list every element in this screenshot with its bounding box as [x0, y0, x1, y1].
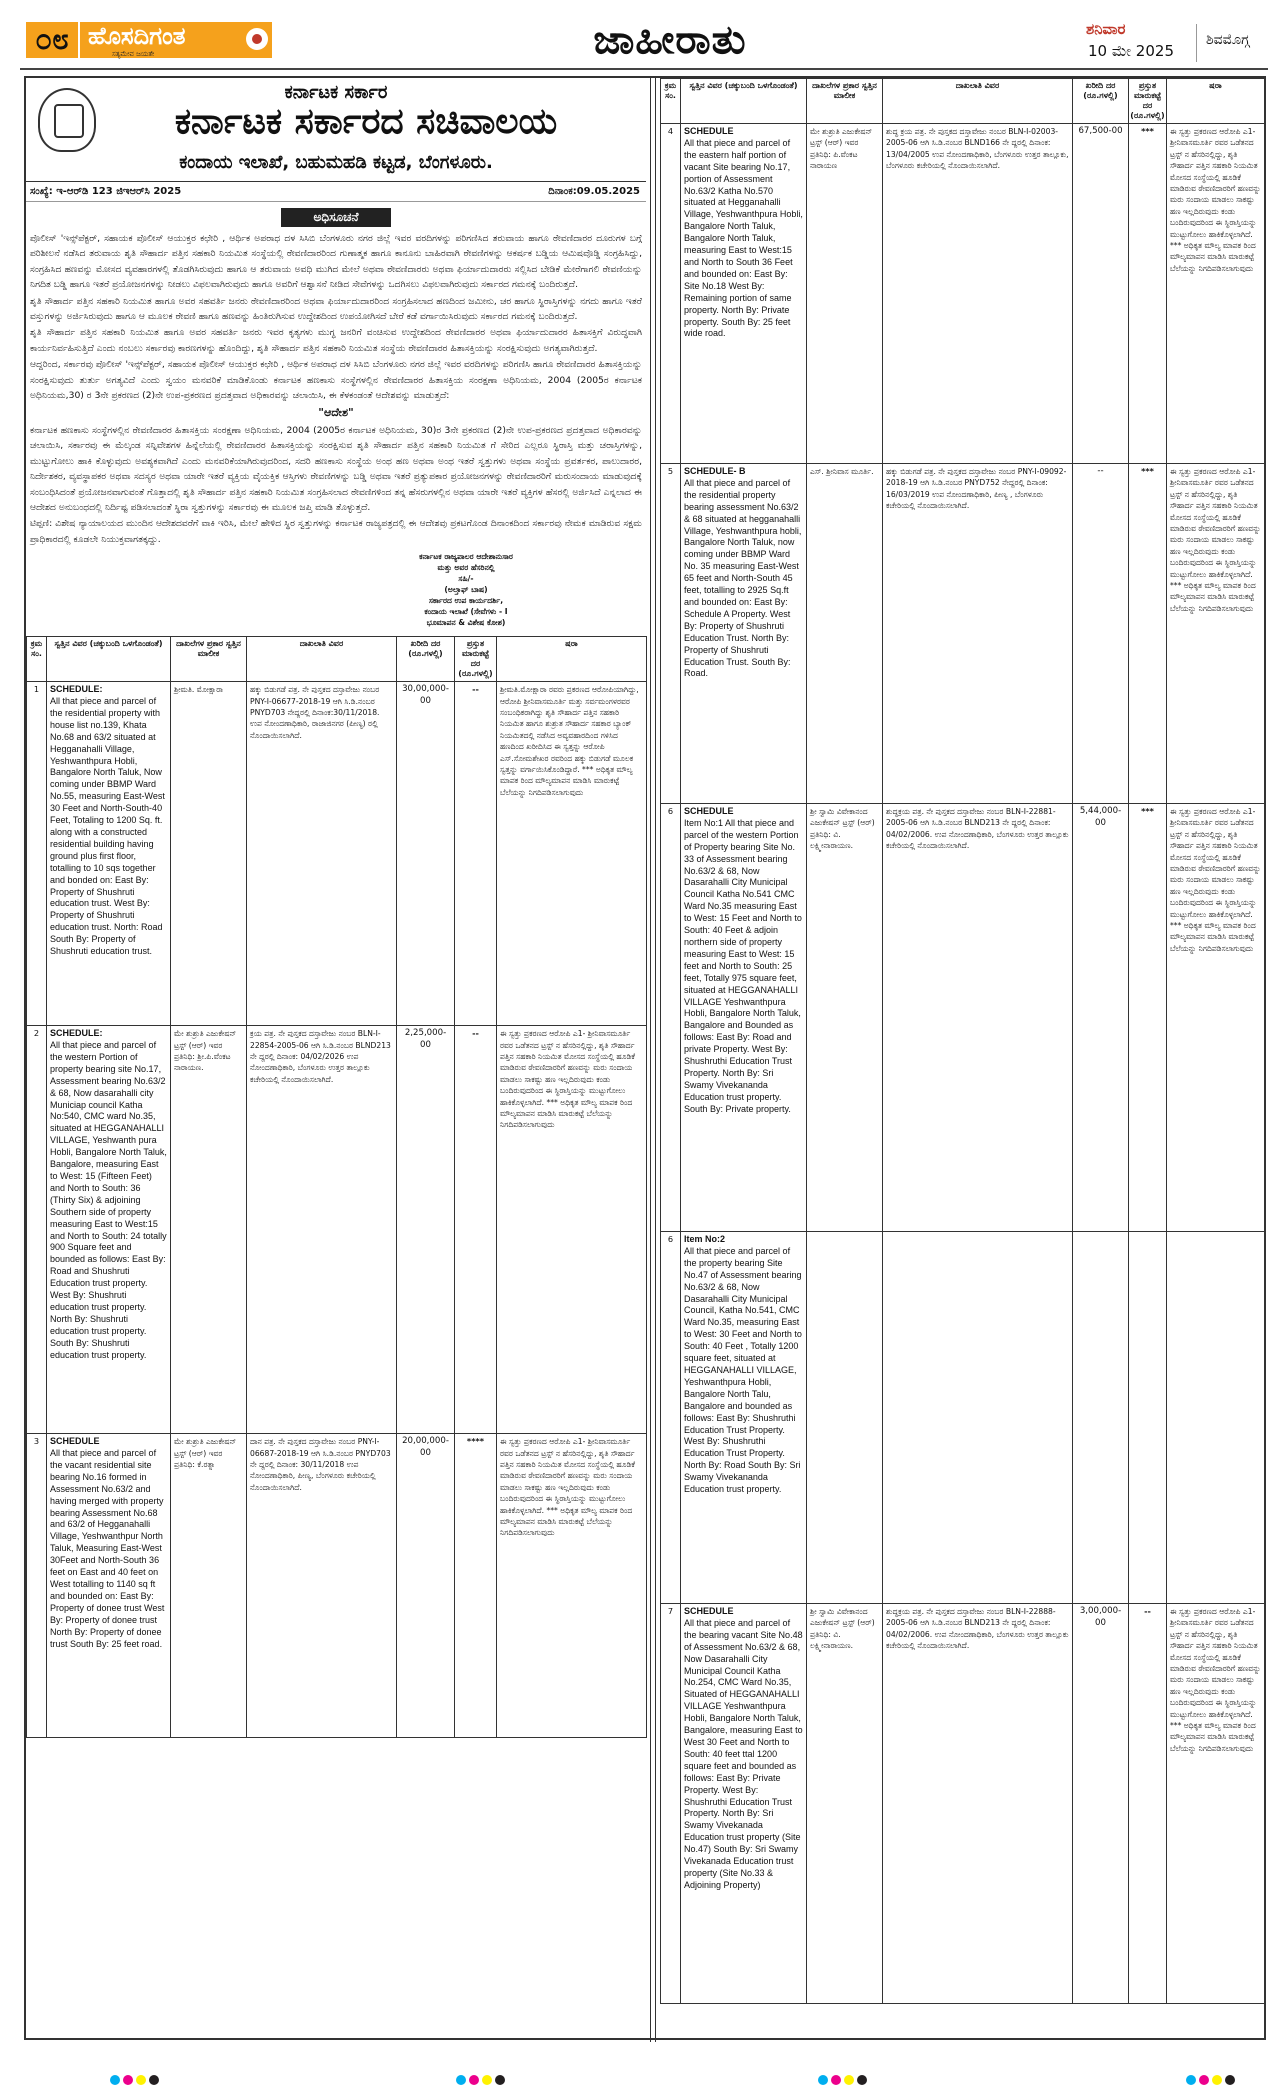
cyan-dot — [818, 2075, 828, 2085]
masthead-rule — [20, 68, 1268, 70]
schedule-heading: SCHEDULE — [684, 806, 734, 816]
serial-cell: 7 — [661, 1604, 681, 2004]
signature-line: ಕರ್ನಾಟಕ ರಾಜ್ಯಪಾಲರ ಆದೇಶಾನುಸಾರ — [419, 552, 513, 562]
right-column — [660, 78, 1264, 2004]
owner-cell — [807, 1232, 883, 1604]
column-header: ಪ್ರಸ್ತುತ ಮಾರುಕಟ್ಟೆ ದರ (ರೂ.ಗಳಲ್ಲಿ) — [455, 637, 497, 682]
table-header-row — [27, 637, 647, 682]
signature-line: ಸಹಿ/- — [458, 574, 474, 584]
schedule-text: All that piece and parcel of the property bearing Site No.47 of Assessment bearing No.63/2 & 68, Now Dasarahalli City Municipal Council, Katha No.541, CMC Ward No.35, measuring East to West: 30 Feet and North to South: 40 Feet , Totally 1200 square feet, situated at HEGGANAHALLI VILLAGE, Yeshwanthpura Hobli, Bangalore North Talu, Bangalore and bounded as follows: East By: Shushruthi Education Trust Property. West By: Shushruthi Education Trust Property. North By: Road South By: Sri Swamy Vivekananda Education trust property. — [684, 1245, 802, 1495]
yellow-dot — [844, 2075, 854, 2085]
schedule-text: Item No:1 All that piece and parcel of the western Portion of Property bearing Site No. 33 of Assessment bearing No.63/2 & 68, Now Dasarahalli City Municipal Council Katha No.541 CMC Ward No.35 measuring East to West: 15 Feet and North to South: 40 Feet & adjoin northern side of property measuring East to West: 15 feet and North to South: 25 feet, Totally 975 square feet, situated at HEGGANAHALLI VILLAGE Yeshwanthpura Hobli, Bangalore North Taluk, Bangalore and Bounded as follows: East By: Road and private Property. West By: Shushruthi Education Trust Property. North By: Sri Swamy Vivekananda Education trust property. South By: Private property. — [684, 817, 802, 1114]
paragraph: ಶೃತಿ ಸೌಹಾರ್ದ ಪತ್ತಿನ ಸಹಕಾರಿ ನಿಯಮಿತ ಹಾಗೂ ಅವರ ಸಹವರ್ತಿ ಜನರು ಇವರ ಕೃತ್ಯಗಳು ಮುಗ್ಧ ಜನರಿಗೆ ವಂಚಿಸುವ ಉದ್ದೇಶದಿಂದ ಠೇವಣಿದಾರರ ಅಥವಾ ಫಿರ್ಯಾದುದಾರರ ಹಿತಾಸಕ್ತಿಗೆ ವಿರುದ್ಧವಾಗಿ ಕಾರ್ಯನಿರ್ವಹಿಸುತ್ತಿದೆ ಎಂದು ನಂಬಲು ಸರ್ಕಾರವು ಕಾರಣಗಳನ್ನು ಹೊಂದಿದ್ದು, ಶೃತಿ ಸೌಹಾರ್ದ ಪತ್ತಿನ ಸಹಕಾರಿ ನಿಯಮಿತ ಸಂಸ್ಥೆಯ ಠೇವಣಿದಾರರ ಹಿತಾಸಕ್ತಿಯನ್ನು ಸಂರಕ್ಷಿಸುವುದು ಅಗತ್ಯವಾಗಿರುತ್ತದೆ. — [30, 327, 642, 354]
signature-line: (ಅಲ್ತಾಫ್ ಬಾಷ) — [444, 585, 488, 595]
notice-body — [26, 231, 646, 547]
column-header: ದಾಖಲೆಗಳ ಪ್ರಕಾರ ಸ್ವತ್ತಿನ ಮಾಲೀಕ — [807, 79, 883, 124]
document-cell: ಕ್ರಯ ಪತ್ರ. ನೇ ಪುಸ್ತಕದ ದಸ್ತಾವೇಜು ನಂಬರ BLN-I-22854-2005-06 ಆಗಿ ಸಿ.ಡಿ.ನಂಬರ BLND213 ನೇ ದ್ದರಲ್ಲಿ ದಿನಾಂಕ: 04/02/2026 ಉಪ ನೋಂದಣಾಧಿಕಾರಿ, ಬೆಂಗಳೂರು ಉತ್ತರ ತಾಲ್ಲೂಕು ಕಚೇರಿಯಲ್ಲಿ ನೊಂದಾಯಿಸಲಾಗಿದೆ. — [247, 1026, 397, 1434]
schedule-text: All that piece and parcel of the vacant residential site bearing No.16 formed in Assessment No.63/2 and having merged with property bearing Assessment No.68 and 63/2 of Hegganahalli Village, Yeshwanthpur North Taluk, Measuring East-West 30Feet and North-South 36 feet on East and 40 feet on West totalling to 1140 sq ft and bounded on: East By: Property of donee trust West By: Property of donee trust North By: Property of donee trust South By: 25 feet road. — [50, 1448, 165, 1649]
market-value-cell: -- — [1129, 1604, 1167, 2004]
market-value-cell: *** — [1129, 804, 1167, 1232]
column-header: ಷರಾ — [1167, 79, 1265, 124]
signature-line: ಭೂಮಾಪನ & ವಿಶೇಷ ಕೋಶ) — [426, 618, 506, 628]
remarks-cell: ಶ್ರೀಮತಿ.ಮೋಕ್ಷಾರಾ ರವರು ಪ್ರಕರಣದ ಆರೋಪಿಯಾಗಿದ್ದು, ಆರೋಪಿ ಶ್ರೀನಿವಾಸಮೂರ್ತಿ ಮತ್ತು ಸರ್ವಮಂಗಳರವರ ಸಂಬಂಧಿಕರಾಗಿದ್ದು ಶೃತಿ ಸೌಹಾರ್ದ ಪತ್ತಿನ ಸಹಕಾರಿ ನಿಯಮಿತ ಹಾಗೂ ಶುಶ್ರುತ ಸೌಹಾರ್ದ ಸಹಕಾರ ಬ್ಯಾಂಕ್ ನಿಯಮಿತದಲ್ಲಿ ನಡೆಸಿದ ಅವ್ಯವಹಾರದಿಂದ ಗಳಿಸಿದ ಹಣದಿಂದ ಖರೀದಿಸಿದ ಈ ಸ್ವತ್ತನ್ನು ಆರೋಪಿ ಎಸ್.ಸೋಮಶೇಖರ ರವರಿಂದ ಹಕ್ಕು ಬಿಡುಗಡೆ ಮೂಲಕ ಸ್ವತ್ತನ್ನು ವರ್ಗಾಯಿಸಿಕೊಂಡಿದ್ದಾರೆ. *** ಅಧಿಕೃತ ಮೌಲ್ಯ ಮಾಪಕ ರಿಂದ ಮೌಲ್ಯಮಾಪನ ಮಾಡಿಸಿ ಮಾರುಕಟ್ಟೆ ಬೆಲೆಯನ್ನು ನಿಗದಿಪಡಿಸಲಾಗುವುದು — [497, 682, 647, 1026]
remarks-cell: ಈ ಸ್ವತ್ತು ಪ್ರಕರಣದ ಆರೋಪಿ ಎ1- ಶ್ರೀನಿವಾಸಮೂರ್ತಿ ರವರ ಒಡೆತನದ ಟ್ರಸ್ಟ್ ನ ಹೆಸರಿನಲ್ಲಿದ್ದು, ಶೃತಿ ಸೌಹಾರ್ದ ಪತ್ತಿನ ಸಹಕಾರಿ ನಿಯಮಿತ ಮೋಸದ ಸಂಸ್ಥೆಯಲ್ಲಿ ಹೂಡಿಕೆ ಮಾಡಿರುವ ಠೇವಣಿದಾರರಿಗೆ ಹಣವನ್ನು ಮರು ಸಂದಾಯ ಮಾಡಲು ಸಾಕಷ್ಟು ಹಣ ಇಲ್ಲದಿರುವುದು ಕಂಡು ಬಂದಿರುವುದರಿಂದ ಈ ಸ್ಥಿರಾಸ್ತಿಯನ್ನು ಮುಟ್ಟುಗೋಲು ಹಾಕಿಕೊಳ್ಳಲಾಗಿದೆ. *** ಅಧಿಕೃತ ಮೌಲ್ಯ ಮಾಪಕ ರಿಂದ ಮೌಲ್ಯಮಾಪನ ಮಾಡಿಸಿ ಮಾರುಕಟ್ಟೆ ಬೆಲೆಯನ್ನು ನಿಗದಿಪಡಿಸಲಾಗುವುದು — [1167, 124, 1265, 464]
column-header: ಷರಾ — [497, 637, 647, 682]
schedule-cell — [681, 1232, 807, 1604]
schedule-cell — [681, 804, 807, 1232]
schedule-text: All that piece and parcel of the residential property bearing assessment No.63/2 & 68 situated at hegganahalli Village, Yeshwanthpura hobli, Bangalore North Taluk, now coming under BBMP Ward No. 35 measuring East-West 65 feet and North-South 45 feet, totalling to 2925 Sq.ft and bounded on: East By: Schedule A Property. West By: Property of Shushruti Education Trust. North By: Property of Shushruti Education Trust. South By: Road. — [684, 477, 802, 679]
schedule-text: All that piece and parcel of the eastern half portion of vacant Site bearing No.17, portion of Assessment No.63/2 Katha No.570 situated at Hegganahalli Village, Yeshwanthpura Hobli, Bangalore North Taluk, Bangalore North Taluk, measuring East to West:15 and North to South 36 Feet and bounded on: East By: Site No.18 West By: Remaining portion of same property. North By: Private property. South By: 25 feet wide road. — [684, 137, 803, 339]
price-cell: 20,00,000-00 — [397, 1434, 455, 1738]
schedule-heading: SCHEDULE — [50, 1436, 100, 1447]
cyan-dot — [110, 2075, 120, 2085]
market-value-cell: -- — [455, 682, 497, 1026]
price-cell: 5,44,000-00 — [1073, 804, 1129, 1232]
serial-cell: 6 — [661, 1232, 681, 1604]
document-cell: ಹಕ್ಕು ಬಿಡುಗಡೆ ಪತ್ರ. ನೇ ಪುಸ್ತಕದ ದಸ್ತಾವೇಜು ನಂಬರ PNY-I-06677-2018-19 ಆಗಿ ಸಿ.ಡಿ.ನಂಬರ PNYD703 ನೇದ್ದರಲ್ಲಿ ದಿನಾಂಕ:30/11/2018. ಉಪ ನೋಂದಣಾಧಿಕಾರಿ, ರಾಜಾಜಿನಗರ (ಪೀಣ್ಯ) ರಲ್ಲಿ ನೊಂದಾಯಿಸಲಾಗಿದೆ. — [247, 682, 397, 1026]
cyan-dot — [456, 2075, 466, 2085]
price-cell — [1073, 1232, 1129, 1604]
market-value-cell: -- — [455, 1026, 497, 1434]
table-row — [661, 1604, 1265, 2004]
column-header: ಕ್ರಮ ಸಂ. — [27, 637, 47, 682]
registration-marks — [110, 2070, 170, 2080]
column-header: ಸ್ವತ್ತಿನ ವಿವರ (ಚಕ್ಕುಬಂದಿ ಒಳಗೊಂಡಂತೆ) — [47, 637, 171, 682]
paragraph: ಕರ್ನಾಟಕ ಹಣಕಾಸು ಸಂಸ್ಥೆಗಳಲ್ಲಿನ ಠೇವಣಿದಾರರ ಹಿತಾಸಕ್ತಿಯ ಸಂರಕ್ಷಣಾ ಅಧಿನಿಯಮ, 2004 (2005ರ ಕರ್ನಾಟಕ ಅಧಿನಿಯಮ, 30)ರ 3ನೇ ಪ್ರಕರಣದ (2)ನೇ ಉಪ-ಪ್ರಕರಣದ ಪ್ರದತ್ತವಾದ ಅಧಿಕಾರವನ್ನು ಚಲಾಯಿಸಿ, ಸರ್ಕಾರವು ಈ ಮೆಲ್ಕಂಡ ಸನ್ನಿವೇಶಗಳ ಹಿನ್ನೆಲೆಯಲ್ಲಿ ಠೇವಣಿದಾರರ ಹಿತಾಸಕ್ತಿಯನ್ನು ಸಂರಕ್ಷಿಸುವ ಶೃತಿ ಸೌಹಾರ್ದ ಪತ್ತಿನ ಸಹಕಾರಿ ನಿಯಮಿತ ಗೆ ಸೇರಿದ ಎಲ್ಲರೂ ಸ್ಥಿರಾಸ್ತಿ ಮತ್ತು ಚರಾಸ್ತಿಗಳನ್ನು, ಮುಟ್ಟುಗೋಲು ಹಾಕಿ ಕೊಳ್ಳುವುದು ಅವಶ್ಯಕವಾಗಿದೆ ಎಂದು ಮನವರಿಕೆಯಾಗಿರುವುದರಿಂದ, ಸದರಿ ಹಣಕಾಸು ಸಂಸ್ಥೆಯ ಅಂಥ ಹಣ ಅಥವಾ ಅಂಥ ಇತರೆ ಸ್ವತ್ತುಗಳು ಅಥವಾ ಸಂಸ್ಥೆಯ ಪ್ರವರ್ತಕರ, ಪಾಲುದಾರರ, ನಿರ್ದೇಶಕರ, ವ್ಯವಸ್ಥಾಪಕರ ಅಥವಾ ಸದಸ್ಯರ ಅಥವಾ ಯಾರೇ ಇತರೆ ವ್ಯಕ್ತಿಯ ವೈಯಕ್ತಿಕ ಆಸ್ತಿಗಳು ಠೇವಣಿಗಳನ್ನು ಬಡ್ಡಿ ಅಥವಾ ಇತರೆ ಪ್ರತ್ಯುಪಕಾರ ಪ್ರಯೋಜನಗಳನ್ನು ಠೇವಣಿದಾರರಿಗೆ ಮರುಸಂದಾಯ ಮಾಡುವುದಕ್ಕೆ ಸಂಬಂಧಿಸಿದಂತೆ ಪ್ರಯೋಜನವಾಗುವಂತೆ ಗೊತ್ತಾದಲ್ಲಿ ಶೃತಿ ಸೌಹಾರ್ದ ಪತ್ತಿನ ಸಹಕಾರಿ ನಿಯಮಿತ ಸಂಗ್ರಹಿಸಲಾದ ಠೇವಣಿಗಳಿಂದ ತನ್ನ ಹೆಸರುಗಳಲ್ಲಿನ ಅಥವಾ ಯಾರೇ ಇತರೆ ವ್ಯಕ್ತಿಗಳ ಹೆಸರಲ್ಲಿ ಅರ್ಜಿಸಿದೆ ಎನ್ನಲಾದ ಈ ಆದೇಶದ ಅನುಬಂಧದಲ್ಲಿ ನಿರ್ದಿಷ್ಟ ಪಡಿಸಲಾದಂತೆ ಸ್ಥಿರಾ ಸ್ವತ್ತುಗಳನ್ನು ಸರ್ಕಾರವು ಈ ಮೂಲಕ ಜಪ್ತಿ ಮಾಡಿ ತೊಳ್ಳುತ್ತದೆ. — [30, 424, 642, 513]
page-number: ೦೮ — [26, 22, 78, 58]
schedule-heading: SCHEDULE — [684, 126, 734, 136]
remarks-cell: ಈ ಸ್ವತ್ತು ಪ್ರಕರಣದ ಆರೋಪಿ ಎ1- ಶ್ರೀನಿವಾಸಮೂರ್ತಿ ರವರ ಒಡೆತನದ ಟ್ರಸ್ಟ್ ನ ಹೆಸರಿನಲ್ಲಿದ್ದು, ಶೃತಿ ಸೌಹಾರ್ದ ಪತ್ತಿನ ಸಹಕಾರಿ ನಿಯಮಿತ ಮೋಸದ ಸಂಸ್ಥೆಯಲ್ಲಿ ಹೂಡಿಕೆ ಮಾಡಿರುವ ಠೇವಣಿದಾರರಿಗೆ ಹಣವನ್ನು ಮರು ಸಂದಾಯ ಮಾಡಲು ಸಾಕಷ್ಟು ಹಣ ಇಲ್ಲದಿರುವುದು ಕಂಡು ಬಂದಿರುವುದರಿಂದ ಈ ಸ್ಥಿರಾಸ್ತಿಯನ್ನು ಮುಟ್ಟುಗೋಲು ಹಾಕಿಕೊಳ್ಳಲಾಗಿದೆ. *** ಅಧಿಕೃತ ಮೌಲ್ಯ ಮಾಪಕ ರಿಂದ ಮೌಲ್ಯಮಾಪನ ಮಾಡಿಸಿ ಮಾರುಕಟ್ಟೆ ಬೆಲೆಯನ್ನು ನಿಗದಿಪಡಿಸಲಾಗುವುದು — [1167, 1604, 1265, 2004]
notice-date: ದಿನಾಂಕ:09.05.2025 — [548, 186, 640, 197]
column-header: ಖರೀದಿ ದರ (ರೂ.ಗಳಲ್ಲಿ) — [397, 637, 455, 682]
yellow-dot — [1212, 2075, 1222, 2085]
table-row — [661, 1232, 1265, 1604]
black-dot — [1225, 2075, 1235, 2085]
property-table-left — [26, 636, 647, 1738]
issue-day: ಶನಿವಾರ — [1086, 20, 1126, 38]
order-title: "ಆದೇಶ" — [318, 406, 354, 420]
masthead — [0, 0, 1287, 72]
price-cell: 30,00,000-00 — [397, 682, 455, 1026]
column-divider — [650, 76, 656, 2042]
serial-cell: 3 — [27, 1434, 47, 1738]
document-cell: ಶುದ್ಧಕ್ರಯ ಪತ್ರ. ನೇ ಪುಸ್ತಕದ ದಸ್ತಾವೇಜು ನಂಬರ BLN-I-22881-2005-06 ಆಗಿ ಸಿ.ಡಿ.ನಂಬರ BLND213 ನೇ ದ್ದರಲ್ಲಿ ದಿನಾಂಕ: 04/02/2006. ಉಪ ನೋಂದಣಾಧಿಕಾರಿ, ಬೆಂಗಳೂರು ಉತ್ತರ ತಾಲ್ಲೂಕು ಕಚೇರಿಯಲ್ಲಿ ನೊಂದಾಯಿಸಲಾಗಿದೆ. — [883, 804, 1073, 1232]
table-header-row — [661, 79, 1265, 124]
owner-cell: ಮೇ ಶುಶ್ರುತಿ ಎಜುಕೇಷನ್ ಟ್ರಸ್ಟ್ (ಆರ್) ಇವರ ಪ್ರತಿನಿಧಿ: ಕೆ.ರತ್ನಾ — [171, 1434, 247, 1738]
reference-line — [26, 182, 646, 202]
remarks-cell: ಈ ಸ್ವತ್ತು ಪ್ರಕರಣದ ಆರೋಪಿ ಎ1- ಶ್ರೀನಿವಾಸಮೂರ್ತಿ ರವರ ಒಡೆತನದ ಟ್ರಸ್ಟ್ ನ ಹೆಸರಿನಲ್ಲಿದ್ದು, ಶೃತಿ ಸೌಹಾರ್ದ ಪತ್ತಿನ ಸಹಕಾರಿ ನಿಯಮಿತ ಮೋಸದ ಸಂಸ್ಥೆಯಲ್ಲಿ ಹೂಡಿಕೆ ಮಾಡಿರುವ ಠೇವಣಿದಾರರಿಗೆ ಹಣವನ್ನು ಮರು ಸಂದಾಯ ಮಾಡಲು ಸಾಕಷ್ಟು ಹಣ ಇಲ್ಲದಿರುವುದು ಕಂಡು ಬಂದಿರುವುದರಿಂದ ಈ ಸ್ಥಿರಾಸ್ತಿಯನ್ನು ಮುಟ್ಟುಗೋಲು ಹಾಕಿಕೊಳ್ಳಲಾಗಿದೆ. *** ಅಧಿಕೃತ ಮೌಲ್ಯ ಮಾಪಕ ರಿಂದ ಮೌಲ್ಯಮಾಪನ ಮಾಡಿಸಿ ಮಾರುಕಟ್ಟೆ ಬೆಲೆಯನ್ನು ನಿಗದಿಪಡಿಸಲಾಗುವುದು — [1167, 804, 1265, 1232]
table-row — [27, 1434, 647, 1738]
remarks-cell: ಈ ಸ್ವತ್ತು ಪ್ರಕರಣದ ಆರೋಪಿ ಎ1- ಶ್ರೀನಿವಾಸಮೂರ್ತಿ ರವರ ಒಡೆತನದ ಟ್ರಸ್ಟ್ ನ ಹೆಸರಿನಲ್ಲಿದ್ದು, ಶೃತಿ ಸೌಹಾರ್ದ ಪತ್ತಿನ ಸಹಕಾರಿ ನಿಯಮಿತ ಮೋಸದ ಸಂಸ್ಥೆಯಲ್ಲಿ ಹೂಡಿಕೆ ಮಾಡಿರುವ ಠೇವಣಿದಾರರಿಗೆ ಹಣವನ್ನು ಮರು ಸಂದಾಯ ಮಾಡಲು ಸಾಕಷ್ಟು ಹಣ ಇಲ್ಲದಿರುವುದು ಕಂಡು ಬಂದಿರುವುದರಿಂದ ಈ ಸ್ಥಿರಾಸ್ತಿಯನ್ನು ಮುಟ್ಟುಗೋಲು ಹಾಕಿಕೊಳ್ಳಲಾಗಿದೆ. *** ಅಧಿಕೃತ ಮೌಲ್ಯ ಮಾಪಕ ರಿಂದ ಮೌಲ್ಯಮಾಪನ ಮಾಡಿಸಿ ಮಾರುಕಟ್ಟೆ ಬೆಲೆಯನ್ನು ನಿಗದಿಪಡಿಸಲಾಗುವುದು — [497, 1434, 647, 1738]
schedule-cell — [681, 124, 807, 464]
table-row — [661, 804, 1265, 1232]
owner-cell: ಶ್ರೀ ಸ್ವಾಮಿ ವಿವೇಕಾನಂದ ಎಜುಕೇಷನ್ ಟ್ರಸ್ಟ್ (ಆರ್) ಪ್ರತಿನಿಧಿ: ವಿ. ಲಕ್ಷ್ಮೀನಾರಾಯಣ. — [807, 804, 883, 1232]
signature-block — [356, 551, 576, 628]
document-cell: ದಾನ ಪತ್ರ. ನೇ ಪುಸ್ತಕದ ದಸ್ತಾವೇಜು ನಂಬರ PNY-I-06687-2018-19 ಆಗಿ ಸಿ.ಡಿ.ನಂಬರ PNYD703 ನೇ ದ್ದರಲ್ಲಿ ದಿನಾಂಕ: 30/11/2018 ಉಪ ನೋಂದಣಾಧಿಕಾರಿ, ಪೀಣ್ಯ, ಬೆಂಗಳೂರು ಕಚೇರಿಯಲ್ಲಿ ನೊಂದಾಯಿಸಲಾಗಿದೆ. — [247, 1434, 397, 1738]
column-header: ಕ್ರಮ ಸಂ. — [661, 79, 681, 124]
owner-cell: ಮೇ ಶುಶ್ರುತಿ ಎಜುಕೇಷನ್ ಟ್ರಸ್ಟ್ (ಆರ್) ಇವರ ಪ್ರತಿನಿಧಿ: ಪಿ.ವೆಂಕಟ ನಾರಾಯಣ — [807, 124, 883, 464]
registration-marks — [818, 2070, 878, 2080]
table-row — [27, 682, 647, 1026]
column-header: ಸ್ವತ್ತಿನ ವಿವರ (ಚಕ್ಕುಬಂದಿ ಒಳಗೊಂಡಂತೆ) — [681, 79, 807, 124]
government-header — [26, 78, 646, 182]
remarks-cell: ಈ ಸ್ವತ್ತು ಪ್ರಕರಣದ ಆರೋಪಿ ಎ1- ಶ್ರೀನಿವಾಸಮೂರ್ತಿ ರವರ ಒಡೆತನದ ಟ್ರಸ್ಟ್ ನ ಹೆಸರಿನಲ್ಲಿದ್ದು, ಶೃತಿ ಸೌಹಾರ್ದ ಪತ್ತಿನ ಸಹಕಾರಿ ನಿಯಮಿತ ಮೋಸದ ಸಂಸ್ಥೆಯಲ್ಲಿ ಹೂಡಿಕೆ ಮಾಡಿರುವ ಠೇವಣಿದಾರರಿಗೆ ಹಣವನ್ನು ಮರು ಸಂದಾಯ ಮಾಡಲು ಸಾಕಷ್ಟು ಹಣ ಇಲ್ಲದಿರುವುದು ಕಂಡು ಬಂದಿರುವುದರಿಂದ ಈ ಸ್ಥಿರಾಸ್ತಿಯನ್ನು ಮುಟ್ಟುಗೋಲು ಹಾಕಿಕೊಳ್ಳಲಾಗಿದೆ. *** ಅಧಿಕೃತ ಮೌಲ್ಯ ಮಾಪಕ ರಿಂದ ಮೌಲ್ಯಮಾಪನ ಮಾಡಿಸಿ ಮಾರುಕಟ್ಟೆ ಬೆಲೆಯನ್ನು ನಿಗದಿಪಡಿಸಲಾಗುವುದು — [497, 1026, 647, 1434]
left-column — [26, 78, 646, 1738]
price-cell: -- — [1073, 464, 1129, 804]
black-dot — [149, 2075, 159, 2085]
black-dot — [857, 2075, 867, 2085]
gov-line-3: ಕಂದಾಯ ಇಲಾಖೆ, ಬಹುಮಹಡಿ ಕಟ್ಟಡ, ಬೆಂಗಳೂರು. — [179, 152, 493, 173]
brand-tagline: ಸತ್ಯಮೇವ ಜಯತೇ — [112, 50, 155, 58]
price-cell: 67,500-00 — [1073, 124, 1129, 464]
owner-cell: ಎಸ್. ಶ್ರೀನಿವಾಸ ಮೂರ್ತಿ. — [807, 464, 883, 804]
yellow-dot — [136, 2075, 146, 2085]
document-cell — [883, 1232, 1073, 1604]
schedule-cell — [681, 1604, 807, 2004]
remarks-cell: ಈ ಸ್ವತ್ತು ಪ್ರಕರಣದ ಆರೋಪಿ ಎ1- ಶ್ರೀನಿವಾಸಮೂರ್ತಿ ರವರ ಒಡೆತನದ ಟ್ರಸ್ಟ್ ನ ಹೆಸರಿನಲ್ಲಿದ್ದು, ಶೃತಿ ಸೌಹಾರ್ದ ಪತ್ತಿನ ಸಹಕಾರಿ ನಿಯಮಿತ ಮೋಸದ ಸಂಸ್ಥೆಯಲ್ಲಿ ಹೂಡಿಕೆ ಮಾಡಿರುವ ಠೇವಣಿದಾರರಿಗೆ ಹಣವನ್ನು ಮರು ಸಂದಾಯ ಮಾಡಲು ಸಾಕಷ್ಟು ಹಣ ಇಲ್ಲದಿರುವುದು ಕಂಡು ಬಂದಿರುವುದರಿಂದ ಈ ಸ್ಥಿರಾಸ್ತಿಯನ್ನು ಮುಟ್ಟುಗೋಲು ಹಾಕಿಕೊಳ್ಳಲಾಗಿದೆ. *** ಅಧಿಕೃತ ಮೌಲ್ಯ ಮಾಪಕ ರಿಂದ ಮೌಲ್ಯಮಾಪನ ಮಾಡಿಸಿ ಮಾರುಕಟ್ಟೆ ಬೆಲೆಯನ್ನು ನಿಗದಿಪಡಿಸಲಾಗುವುದು — [1167, 464, 1265, 804]
registration-marks — [1186, 2070, 1246, 2080]
column-header: ಪ್ರಸ್ತುತ ಮಾರುಕಟ್ಟೆ ದರ (ರೂ.ಗಳಲ್ಲಿ) — [1129, 79, 1167, 124]
signature-line: ಮತ್ತು ಅವರ ಹೆಸರಿನಲ್ಲಿ — [437, 563, 495, 573]
column-header: ದಾಖಲಾತಿ ವಿವರ — [883, 79, 1073, 124]
schedule-text: All that piece and parcel of the residential property with house list no.139, Khata No.68 and 63/2 situated at Hegganahalli Village, Yeshwanthpura Hobli, Bangalore North Taluk, Now coming under BBMP Ward No.55, measuring East-West 30 Feet and North-South-40 Feet, Totaling to 1200 Sq. ft. along with a constructed residential building having ground plus first floor, totalling to 10 sqs together and bonded on: East By: Property of Shushruti education trust. West By: Property of Shushruti education trust. North: Road South By: Property of Shushruti education trust. — [50, 696, 165, 957]
schedule-cell — [47, 682, 171, 1026]
price-cell: 2,25,000-00 — [397, 1026, 455, 1434]
magenta-dot — [1199, 2075, 1209, 2085]
section-title: ಜಾಹೀರಾತು — [593, 16, 747, 63]
schedule-heading: SCHEDULE: — [50, 1028, 103, 1039]
document-cell: ಶುದ್ಧಕ್ರಯ ಪತ್ರ. ನೇ ಪುಸ್ತಕದ ದಸ್ತಾವೇಜು ನಂಬರ BLN-I-22888-2005-06 ಆಗಿ ಸಿ.ಡಿ.ನಂಬರ BLND213 ನೇ ದ್ದರಲ್ಲಿ ದಿನಾಂಕ: 04/02/2006. ಉಪ ನೋಂದಣಾಧಿಕಾರಿ, ಬೆಂಗಳೂರು ಉತ್ತರ ತಾಲ್ಲೂಕು ಕಚೇರಿಯಲ್ಲಿ ನೊಂದಾಯಿಸಲಾಗಿದೆ. — [883, 1604, 1073, 2004]
paragraph: ಆದ್ದರಿಂದ, ಸರ್ಕಾರವು ಪೊಲೀಸ್ 'ಇನ್ಸ್‌ಪೆಕ್ಟರ್, ಸಹಾಯಕ ಪೊಲೀಸ್ ಆಯುಕ್ತರ ಕಛೇರಿ , ಆರ್ಥಿಕ ಅಪರಾಧ ದಳ ಸಿಸಿಬಿ ಬೆಂಗಳೂರು ನಗರ ಜಿಲ್ಲೆ ಇವರ ವರದಿಗಳನ್ನು ಪರಿಗಣಿಸಿ ಹಾಗೂ ಠೇವಣಿದಾರರ ಹಿತಾಸಕ್ತಿಯನ್ನು ಸಂರಕ್ಷಿಸುವುದು ತುರ್ತು ಅಗತ್ಯವಿದೆ ಎಂದು ಸ್ವಯಂ ಮನವರಿಕೆ ಮಾಡಿಕೊಂಡು ಕರ್ನಾಟಕ ಹಣಕಾಸು ಸಂಸ್ಥೆಗಳಲ್ಲಿನ ಠೇವಣಿದಾರರ ಹಿತಾಸಕ್ತಿಯ ಸಂರಕ್ಷಣಾ ಅಧಿನಿಯಮ, 2004 (2005ರ ಕರ್ನಾಟಕ ಅಧಿನಿಯಮ,30) ರ 3ನೇ ಪ್ರಕರಣದ (2)ನೇ ಉಪ-ಪ್ರಕರಣದ ಪ್ರದತ್ತವಾದ ಅಧಿಕಾರವನ್ನು ಚಲಾಯಿಸಿ, ಈ ಕೆಳಕಂಡಂತೆ ಆದೇಶವನ್ನು ಮಾಡುತ್ತದೆ: — [30, 359, 642, 402]
owner-cell: ಶ್ರೀಮತಿ. ಮೋಕ್ಷಾರಾ — [171, 682, 247, 1026]
serial-cell: 1 — [27, 682, 47, 1026]
issue-date: 10 ಮೇ 2025 — [1088, 42, 1174, 60]
serial-cell: 6 — [661, 804, 681, 1232]
magenta-dot — [831, 2075, 841, 2085]
remarks-cell — [1167, 1232, 1265, 1604]
market-value-cell: **** — [455, 1434, 497, 1738]
schedule-heading: SCHEDULE — [684, 1606, 734, 1616]
schedule-cell — [47, 1434, 171, 1738]
edition-city: ಶಿವಮೊಗ್ಗ — [1206, 32, 1250, 48]
table-row — [661, 464, 1265, 804]
paragraph: ಶೃತಿ ಸೌಹಾರ್ದ ಪತ್ತಿನ ಸಹಕಾರಿ ನಿಯಮಿತ ಹಾಗೂ ಅವರ ಸಹವರ್ತಿ ಜನರು ಠೇವಣಿದಾರರಿಂದ ಅಥವಾ ಫಿರ್ಯಾದುದಾರರಿಂದ ಸಂಗ್ರಹಿಸಲಾದ ಹಣದಿಂದ ಜಮೀನು, ಚರ ಹಾಗೂ ಸ್ಥಿರಾಸ್ತಿಗಳನ್ನು ನಗದು ಹಾಗೂ ಇತರೆ ವಸ್ತುಗಳನ್ನು ಅರ್ಜಿಸಿರುವುದು ಹಾಗೂ ಆ ಮೂಲಕ ಠೇವಣಿ ಹಾಗೂ ಹಣವನ್ನು ಹಿಂತಿರುಗಿಸುವ ಉದ್ದೇಶದಿಂದ ಉಪಯೋಗಿಸದೆ ಬೇರೆ ಕಡೆ ವರ್ಗಾಯಿಸಿರುವುದು ಸರ್ಕಾರದ ಗಮನಕ್ಕೆ ಬಂದಿರುತ್ತದೆ. — [30, 295, 642, 323]
property-table-right — [660, 78, 1265, 2004]
registration-marks — [456, 2070, 516, 2080]
column-header: ಖರೀದಿ ದರ (ರೂ.ಗಳಲ್ಲಿ) — [1073, 79, 1129, 124]
market-value-cell: *** — [1129, 464, 1167, 804]
cyan-dot — [1186, 2075, 1196, 2085]
serial-cell: 5 — [661, 464, 681, 804]
magenta-dot — [469, 2075, 479, 2085]
schedule-cell — [681, 464, 807, 804]
column-header: ದಾಖಲಾತಿ ವಿವರ — [247, 637, 397, 682]
serial-cell: 2 — [27, 1026, 47, 1434]
note-paragraph: ಟಿಪ್ಪಣಿ: ವಿಶೇಷ ನ್ಯಾಯಾಲಯದ ಮುಂದಿನ ಆದೇಶದವರೆಗೆ ವಾಕಿ ಇರಿಸಿ, ಮೇಲೆ ಹೇಳಿದ ಸ್ಥಿರ ಸ್ವತ್ತುಗಳನ್ನು ಕರ್ನಾಟಕ ರಾಜ್ಯಪತ್ರದಲ್ಲಿ ಈ ಆದೇಶವು ಪ್ರಕಟಗೊಂಡ ದಿನಾಂಕದಿಂದ ಸರ್ಕಾರವು ನೇಮಕ ಮಾಡಿರುವ ಸಕ್ಷಮ ಪ್ರಾಧಿಕಾರದಲ್ಲಿ ಕೂಡಲೇ ನಿಯುಕ್ತವಾಗತಕ್ಕದ್ದು. — [30, 518, 642, 545]
table-row — [661, 124, 1265, 464]
schedule-text: All that piece and parcel of the western Portion of property bearing site No.17, Assessment bearing No.63/2 & 68, Now dasarahalli city Municiap council Katha No:540, CMC ward No.35, situated at HEGGANAHALLI VILLAGE, Yeshwanth pura Hobli, Bangalore North Taluk, Bangalore, measuring East to West: 15 (Fifteen Feet) and North to South: 36 (Thirty Six) & adjoining Southern side of property measuring East to West:15 and North to South: 24 totally 900 Square feet and bounded as follows: East By: Road and Shushruti Education trust property. West By: Shushruti education trust property. North By: Shushruti education trust property. South By: Shushruti education trust property. — [50, 1040, 167, 1360]
yellow-dot — [482, 2075, 492, 2085]
market-value-cell: *** — [1129, 124, 1167, 464]
notification-title: ಅಧಿಸೂಚನೆ — [281, 208, 391, 227]
magenta-dot — [123, 2075, 133, 2085]
table-row — [27, 1026, 647, 1434]
owner-cell: ಮೇ ಶುಶ್ರುತಿ ಎಜುಕೇಷನ್ ಟ್ರಸ್ಟ್ (ಆರ್) ಇವರ ಪ್ರತಿನಿಧಿ: ಶ್ರೀ.ಪಿ.ವೆಂಕಟ ನಾರಾಯಣ. — [171, 1026, 247, 1434]
column-header: ದಾಖಲೆಗಳ ಪ್ರಕಾರ ಸ್ವತ್ತಿನ ಮಾಲೀಕ — [171, 637, 247, 682]
schedule-heading: Item No:2 — [684, 1234, 726, 1244]
signature-line: ಸರ್ಕಾರದ ಉಪ ಕಾರ್ಯದರ್ಶಿ, — [428, 596, 504, 606]
reference-number: ಸಂಖ್ಯೆ: ಇ-ಆರ್‌ಡಿ 123 ಜಿಇಆರ್‌ಸಿ 2025 — [30, 186, 182, 197]
price-cell: 3,00,000-00 — [1073, 1604, 1129, 2004]
newspaper-brand: ಹೊಸದಿಗಂತ — [80, 22, 272, 58]
gov-line-2: ಕರ್ನಾಟಕ ಸರ್ಕಾರದ ಸಚಿವಾಲಯ — [174, 100, 558, 142]
schedule-heading: SCHEDULE- B — [684, 466, 746, 476]
brand-logo-icon — [246, 28, 268, 50]
owner-cell: ಶ್ರೀ ಸ್ವಾಮಿ ವಿವೇಕಾನಂದ ಎಜುಕೇಷನ್ ಟ್ರಸ್ಟ್ (ಆರ್) ಪ್ರತಿನಿಧಿ: ವಿ. ಲಕ್ಷ್ಮೀನಾರಾಯಣ. — [807, 1604, 883, 2004]
market-value-cell — [1129, 1232, 1167, 1604]
serial-cell: 4 — [661, 124, 681, 464]
masthead-divider — [1196, 24, 1197, 62]
gov-line-1: ಕರ್ನಾಟಕ ಸರ್ಕಾರ — [284, 82, 388, 103]
paragraph: ಪೊಲೀಸ್ 'ಇನ್ಸ್‌ಪೆಕ್ಟರ್, ಸಹಾಯಕ ಪೊಲೀಸ್ ಆಯುಕ್ತರ ಕಛೇರಿ , ಆರ್ಥಿಕ ಅಪರಾಧ ದಳ ಸಿಸಿಬಿ ಬೆಂಗಳೂರು ನಗರ ಜಿಲ್ಲೆ ಇವರ ವರದಿಗಳನ್ನು ಪರಿಗಣಿಸಿದ ತರುವಾಯ ಹಾಗೂ ಠೇವಣಿದಾರರ ದೂರುಗಳ ಬಗ್ಗೆ ಪರಿಶೀಲನೆ ನಡೆಸಿದ ತರುವಾಯ ಶೃತಿ ಸೌಹಾರ್ದ ಪತ್ತಿನ ಸಹಕಾರಿ ನಿಯಮಿತ ಸಂಸ್ಥೆಯಲ್ಲಿ ಠೇವಣಿದಾರರಿಂದ ಗುಣಾತ್ಮಕ ಹಾಗೂ ಕಾನೂನು ಬಾಹಿರವಾಗಿ ಠೇವಣಿಗಳನ್ನು ಆಕರ್ಷಕ ಬಡ್ಡಿಯ ಆಮಿಷವೊಡ್ಡಿ ಸಂಗ್ರಹಿಸಿದ್ದು, ಸಂಗ್ರಹಿಸಿದ ಹಣವನ್ನು ಮೋಸದ ವ್ಯವಹಾರಗಳಲ್ಲಿ ತೊಡಗಿಸಿರುವುದು ಹಾಗೂ ಆ ತರುವಾಯ ಅವಧಿ ಮುಗಿದ ಮೇಲೆ ಅಥವಾ ಠೇವಣಿದಾರರು ಅಥವಾ ಫಿರ್ಯಾದುದಾರರು ಸಲ್ಲಿಸಿದ ಬೇಡಿಕೆ ಮೇರೆಗಾಗಲಿ ಠೇವಣಿಯನ್ನು ನಿಗದಿತ ಬಡ್ಡಿ ಹಾಗೂ ಇತರೆ ಪ್ರಯೋಜನಗಳನ್ನು ನೀಡಲು ವಿಫಲವಾಗಿರುವುದು ಹಾಗೂ ಅವರಿಗೆ ಆಶ್ವಾಸನೆ ನೀಡಿದ ಸೇವೆಗಳನ್ನು ಒದಗಿಸಲು ವಿಫಲವಾಗಿರುವುದು ಸರ್ಕಾರದ ಗಮನಕ್ಕೆ ಬಂದಿರುತ್ತದೆ. — [30, 233, 642, 291]
signature-line: ಕಂದಾಯ ಇಲಾಖೆ (ಸೇವೆಗಳು - I — [424, 607, 508, 617]
black-dot — [495, 2075, 505, 2085]
schedule-text: All that piece and parcel of the bearing vacant Site No.48 of Assessment No.63/2 & 68, Now Dasarahalli City Municipal Council Katha No.254, CMC Ward No.35, Situated of HEGGANAHALLI VILLAGE Yeshwanthpura Hobli, Bangalore North Taluk, Bangalore, measuring East to West 30 Feet and North to South: 40 feet ttal 1200 square feet and bounded as follows: East By: Private Property. West By: Shushruthi Education Trust Property. North By: Sri Swamy Vivekanada Education trust property (Site No.47) South By: Sri Swamy Vivekanada Education trust property (Site No.33 & Adjoining Property) — [684, 1617, 803, 1890]
schedule-cell — [47, 1026, 171, 1434]
document-cell: ಶುದ್ಧ ಕ್ರಯ ಪತ್ರ. ನೇ ಪುಸ್ತಕದ ದಸ್ತಾವೇಜು ನಂಬರ BLN-I-02003-2005-06 ಆಗಿ ಸಿ.ಡಿ.ನಂಬರ BLND166 ನೇ ದ್ದರಲ್ಲಿ ದಿನಾಂಕ: 13/04/2005 ಉಪ ನೋಂದಣಾಧಿಕಾರಿ, ಬೆಂಗಳೂರು ಉತ್ತರ ತಾಲ್ಲೂಕು, ಬೆಂಗಳೂರು ಕಚೇರಿಯಲ್ಲಿ ನೊಂದಾಯಿಸಲಾಗಿದೆ. — [883, 124, 1073, 464]
schedule-heading: SCHEDULE: — [50, 684, 103, 695]
document-cell: ಹಕ್ಕು ಬಿಡುಗಡೆ ಪತ್ರ. ನೇ ಪುಸ್ತಕದ ದಸ್ತಾವೇಜು ನಂಬರ PNY-I-09092-2018-19 ಆಗಿ ಸಿ.ಡಿ.ನಂಬರ PNYD752 ನೇದ್ದರಲ್ಲಿ ದಿನಾಂಕ: 16/03/2019 ಉಪ ನೋಂದಣಾಧಿಕಾರಿ, ಪೀಣ್ಯ , ಬೆಂಗಳೂರು ಕಚೇರಿಯಲ್ಲಿ ನೊಂದಾಯಿಸಲಾಗಿದೆ. — [883, 464, 1073, 804]
